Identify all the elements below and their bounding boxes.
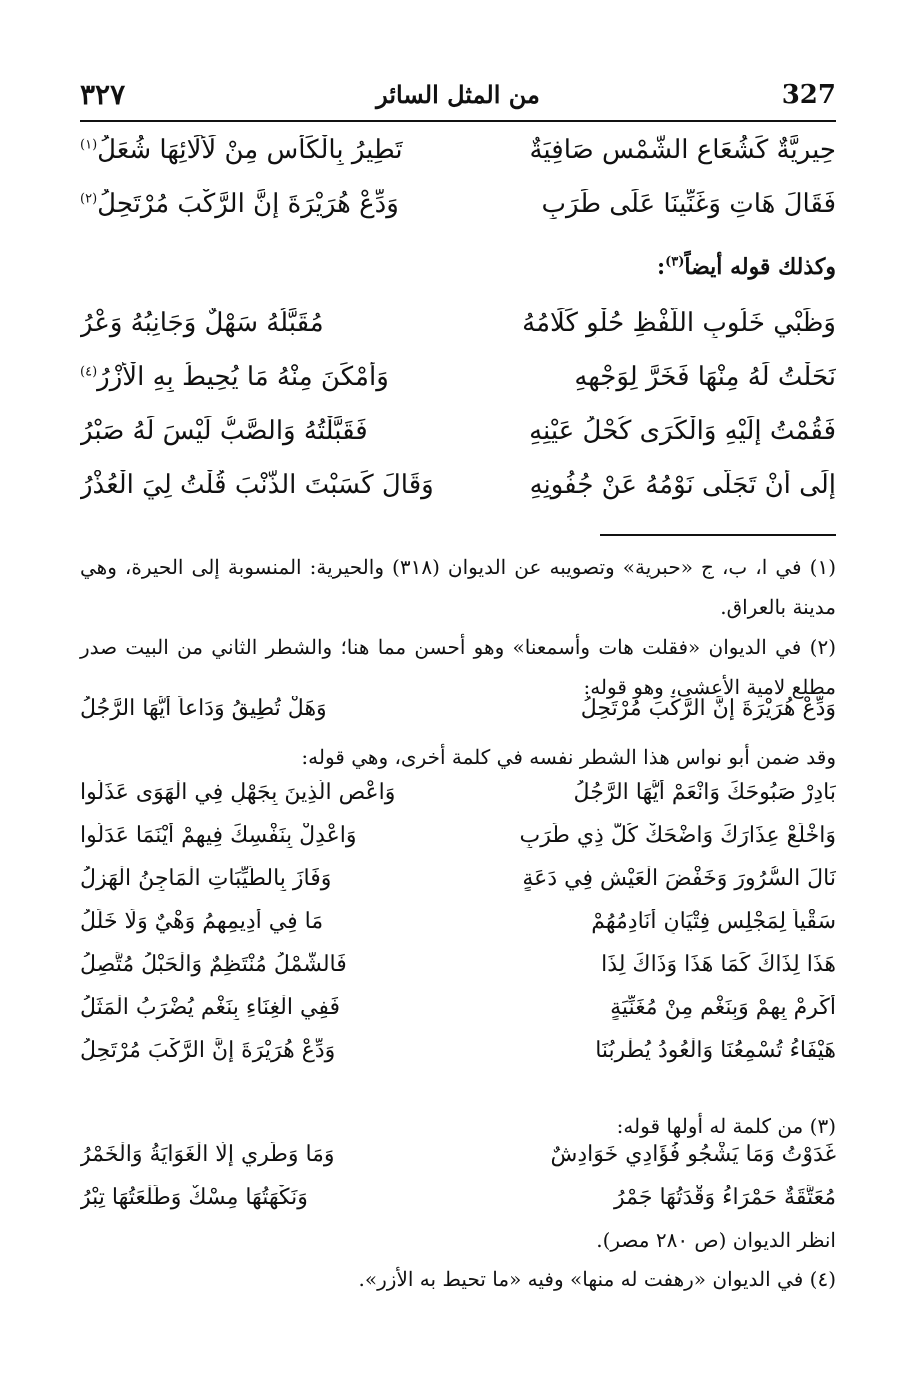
verse-first-hemistich: وَاخْلَعْ عِذَارَكَ وَاضْحَكْ كُلُّ ذِي طَرَبٍ [519, 823, 836, 848]
verse-second-hemistich: وَفَازَ بِالطَّيِّبَاتِ الْمَاجِنُ الْهَزِلُ [80, 866, 332, 891]
verse-second-hemistich: فَقَبَّلْتُهُ وَالصَّبُّ لَيْسَ لَهُ صَبْرُ [80, 416, 368, 446]
hemistich-text: وَأَمْكَنَ مِنْهُ مَا يُحِيطُ بِهِ الْأُزْرُ [97, 362, 389, 392]
verse-second-hemistich: وَنَكْهَتُهَا مِسْكٌ وَطَلْعَتُهَا تِبْرُ [80, 1185, 308, 1210]
verse-second-hemistich: وَاعْدِلْ بِنَفْسِكَ فِيهِمْ أَيْنَمَا عَدَلُوا [80, 823, 357, 848]
verse-first-hemistich: إِلَى أَنْ تَجَلَّى نَوْمُهُ عَنْ جُفُونِهِ [529, 470, 836, 500]
footnote-rule [600, 534, 836, 536]
hemistich-text: تَطِيرُ بِالْكَأْسِ مِنْ لَأْلَائِهَا شُعَلُ [97, 135, 403, 165]
page-header [80, 78, 836, 116]
verse-first-hemistich: فَقَالَ هَاتِ وَغَنِّينَا عَلَى طَرَبٍ [541, 189, 836, 219]
footnote-4: (٤) في الديوان «رهفت له منها» وفيه «ما تحيط به الأزر». [358, 1267, 836, 1291]
verse-first-hemistich: هَذَا لِذَاكَ كَمَا هَذَا وَذَاكَ لِذَا [601, 952, 836, 977]
page-number: 327 [781, 80, 836, 110]
footnote-marker: (٣) [665, 254, 685, 270]
hemistich-text: وَدِّعْ هُرَيْرَةَ إِنَّ الرَّكْبَ مُرْتَحِلُ [97, 189, 399, 219]
verse-first-hemistich: وَظَبْيٍ خَلُوبِ اللَّفْظِ حُلْوٍ كَلَامُهُ [522, 308, 836, 338]
verse-second-hemistich: وَقَالَ كَسَبْتَ الذَّنْبَ قُلْتُ لِيَ الْعُذْرُ [80, 470, 434, 500]
intro-text: وكذلك قوله أيضاً [684, 254, 836, 280]
intro-line [80, 254, 836, 280]
verse-second-hemistich: وَهَلْ تُطِيقُ وَدَاعاً أَيُّهَا الرَّجُلُ [80, 696, 327, 721]
verse-first-hemistich: مُعَتَّقَةٌ حَمْرَاءُ وَقْدَتُهَا جَمْرُ [614, 1185, 836, 1210]
verse-first-hemistich: حِيرِيَّةٌ كَشُعَاعِ الشَّمْسِ صَافِيَةٌ [529, 135, 836, 165]
footnote-marker: (٢) [80, 191, 98, 207]
footnote-1: (١) في ا، ب، ج «حبرية» وتصويبه عن الديوان (٣١٨) والحيرية: المنسوبة إلى الحيرة، وهي مدينة بالعراق. [80, 555, 836, 619]
verse-second-hemistich [80, 135, 460, 165]
verse-first-hemistich: وَدِّعْ هُرَيْرَةَ إِنَّ الرَّكْبَ مُرْتَحِلُ [580, 696, 836, 721]
verse-second-hemistich: مَا فِي أَدِيمِهِمُ وَهْيٌ وَلَا خَلَلُ [80, 909, 324, 934]
verse-second-hemistich: فَالشَّمْلُ مُنْتَظِمٌ وَالْحَبْلُ مُتَّصِلُ [80, 952, 347, 977]
verse-second-hemistich: مُقَبَّلُهُ سَهْلٌ وَجَانِبُهُ وَعْرُ [80, 308, 324, 338]
footnote-3-reference: انظر الديوان (ص ٢٨٠ مصر). [596, 1228, 836, 1252]
footnote-marker: (٤) [80, 364, 98, 380]
footnote-2-continuation: وقد ضمن أبو نواس هذا الشطر نفسه في كلمة أخرى، وهي قوله: [301, 745, 836, 769]
footnote-2: (٢) في الديوان «فقلت هات وأسمعنا» وهو أحسن مما هنا؛ والشطر الثاني من البيت صدر مطلع لامية الأعشى، وهو قوله: [80, 635, 836, 699]
verse-second-hemistich: وَاعْصِ الَّذِينَ بِجَهْلٍ فِي الْهَوَى عَذَلُوا [80, 780, 396, 805]
verse-first-hemistich: هَيْفَاءُ تُسْمِعُنَا وَالْعُودُ يُطْرِبُنَا [595, 1038, 836, 1063]
verse-first-hemistich: بَادِرْ صَبُوحَكَ وَانْعَمْ أَيُّهَا الرَّجُلُ [573, 780, 836, 805]
verse-first-hemistich: نَالَ السُّرُورَ وَخَفْضَ الْعَيْشِ فِي دَعَةٍ [522, 866, 836, 891]
verse-second-hemistich [80, 362, 460, 392]
verse-first-hemistich: فَقُمْتُ إِلَيْهِ وَالْكَرَى كُحْلُ عَيْنِهِ [529, 416, 836, 446]
running-title: من المثل السائر [376, 80, 540, 109]
verse-first-hemistich: سَقْياً لِمَجْلِسِ فِتْيَانٍ أُنَادِمُهُمْ [591, 909, 836, 934]
verse-first-hemistich: أَكْرِمْ بِهِمْ وَبِنَغْمٍ مِنْ مُغَنِّيَةٍ [610, 995, 836, 1020]
verse-first-hemistich: غَدَوْتُ وَمَا يَشْجُو فُؤَادِي خَوَادِشٌ [550, 1142, 836, 1167]
footnote-3: (٣) من كلمة له أولها قوله: [616, 1114, 836, 1138]
verse-second-hemistich: فَفِي الْغِنَاءِ بِنَغْمٍ يُضْرَبُ الْمَثَلُ [80, 995, 340, 1020]
verse-second-hemistich: وَدِّعْ هُرَيْرَةَ إِنَّ الرَّكْبَ مُرْتَحِلُ [80, 1038, 336, 1063]
footnote-marker: (١) [80, 137, 98, 153]
verse-second-hemistich: وَمَا وَطَرِي إِلَّا الْغَوَايَةُ وَالْخَمْرُ [80, 1142, 335, 1167]
page-number-arabic: ٣٢٧ [80, 78, 126, 111]
header-rule [80, 120, 836, 122]
verse-first-hemistich: نَحَلْتُ لَهُ مِنْهَا فَخَرَّ لِوَجْهِهِ [574, 362, 836, 392]
verse-second-hemistich [80, 189, 460, 219]
intro-colon: : [656, 254, 666, 280]
